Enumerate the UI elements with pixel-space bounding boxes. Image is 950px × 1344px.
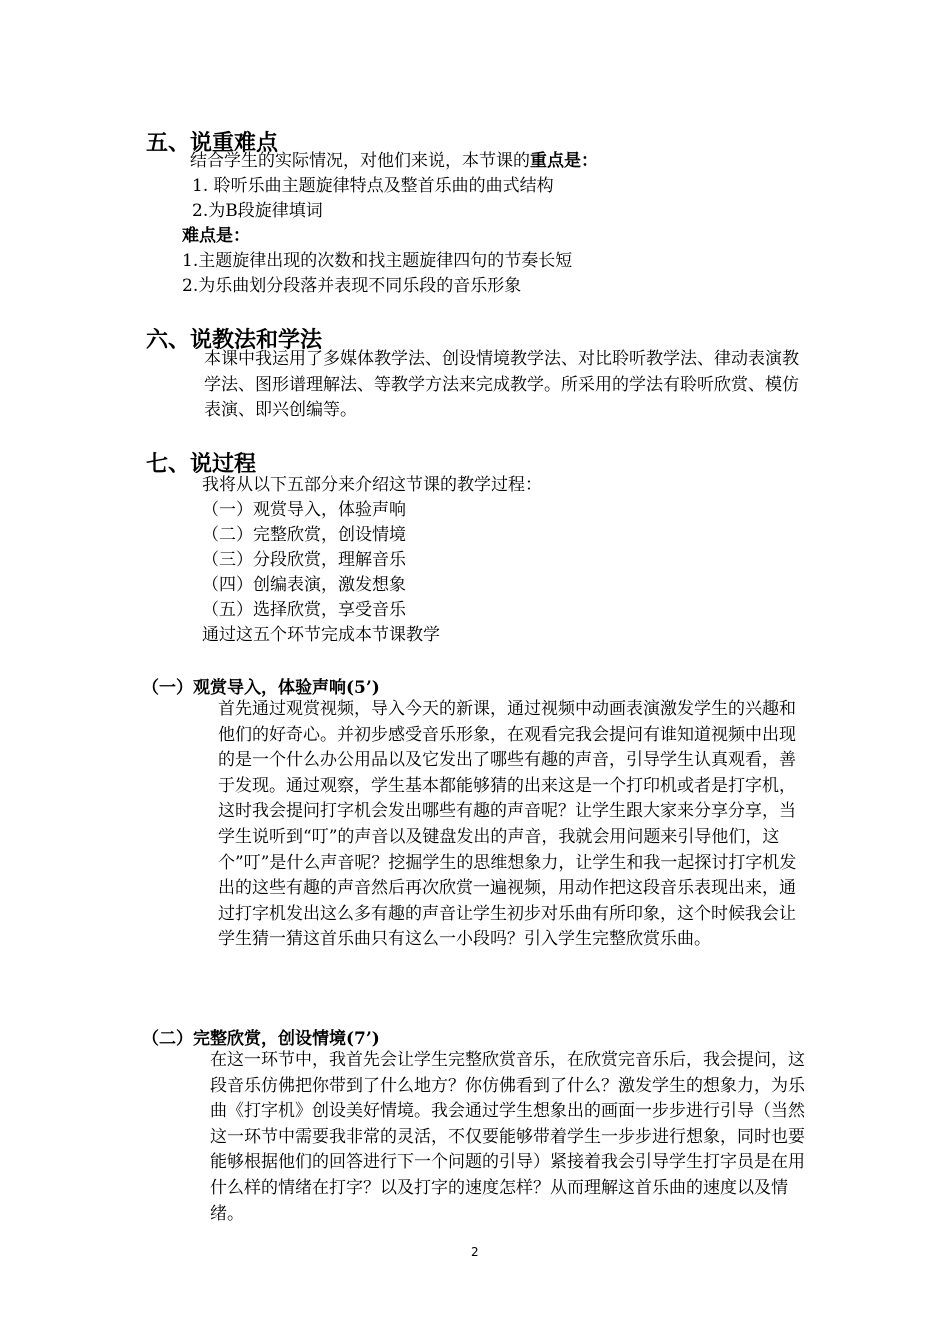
step-5: （五）选择欣赏，享受音乐 [202,600,406,620]
difficult-points-label: 难点是： [182,226,250,246]
step-4: （四）创编表演，激发想象 [202,575,406,595]
section-7-intro: 我将从以下五部分来介绍这节课的教学过程： [202,475,542,495]
part-2-title: （二）完整欣赏，创设情境(7’) [142,1029,380,1049]
part-1-body: 首先通过观赏视频，导入今天的新课，通过视频中动画表演激发学生的兴趣和他们的好奇心。并初步感受音乐形象，在观看完我会提问有谁知道视频中出现的是一个什么办公用品以及它发出了哪些有趣的声音，引导学生认真观看，善于发现。通过观察，学生基本都能够猜的出来这是一个打印机或者是打字机，这时我会提问打字机会发出哪些有趣的声音呢？让学生跟大家来分享分享，当学生说听到“叮”的声音以及键盘发出的声音，我就会用问题来引导他们，这个”叮”是什么声音呢？挖掘学生的思维想象力，让学生和我一起探讨打字机发出的这些有趣的声音然后再次欣赏一遍视频，用动作把这段音乐表现出来，通过打字机发出这么多有趣的声音让学生初步对乐曲有所印象，这个时候我会让学生猜一猜这首乐曲只有这么一小段吗？引入学生完整欣赏乐曲。 [218,699,797,950]
step-1: （一）观赏导入，体验声响 [202,500,406,520]
section-7-outro: 通过这五个环节完成本节课教学 [202,625,440,645]
page-number: 2 [471,1245,479,1259]
section-5-title: 五、说重难点 [146,130,279,156]
key-point-1: 1. 聆听乐曲主题旋律特点及整首乐曲的曲式结构 [192,176,554,196]
section-6-body: 本课中我运用了多媒体教学法、创设情境教学法、对比聆听教学法、律动表演教学法、图形谱理解法、等教学方法来完成教学。所采用的学法有聆听欣赏、模仿表演、即兴创编等。 [204,349,799,421]
section-7-title: 七、说过程 [146,451,257,477]
intro-text: 结合学生的实际情况，对他们来说，本节课的 [190,151,530,171]
difficult-point-1: 1.主题旋律出现的次数和找主题旋律四句的节奏长短 [182,251,573,271]
step-2: （二）完整欣赏，创设情境 [202,525,406,545]
section-5-intro [190,149,598,174]
step-3: （三）分段欣赏，理解音乐 [202,550,406,570]
part-2-body: 在这一环节中，我首先会让学生完整欣赏音乐，在欣赏完音乐后，我会提问，这段音乐仿佛把你带到了什么地方？你仿佛看到了什么？激发学生的想象力，为乐曲《打字机》创设美好情境。我会通过学生想象出的画面一步步进行引导（当然这一环节中需要我非常的灵活，不仅要能够带着学生一步步进行想象，同时也要能够根据他们的回答进行下一个问题的引导）紧接着我会引导学生打字员是在用什么样的情绪在打字？以及打字的速度怎样？从而理解这首乐曲的速度以及情绪。 [210,1050,805,1224]
key-points-label: 重点是： [530,151,598,171]
difficult-point-2: 2.为乐曲划分段落并表现不同乐段的音乐形象 [182,276,522,296]
part-1-title: （一）观赏导入，体验声响(5’) [142,678,380,698]
section-6-title: 六、说教法和学法 [146,327,323,353]
key-point-2: 2.为B段旋律填词 [192,201,323,221]
